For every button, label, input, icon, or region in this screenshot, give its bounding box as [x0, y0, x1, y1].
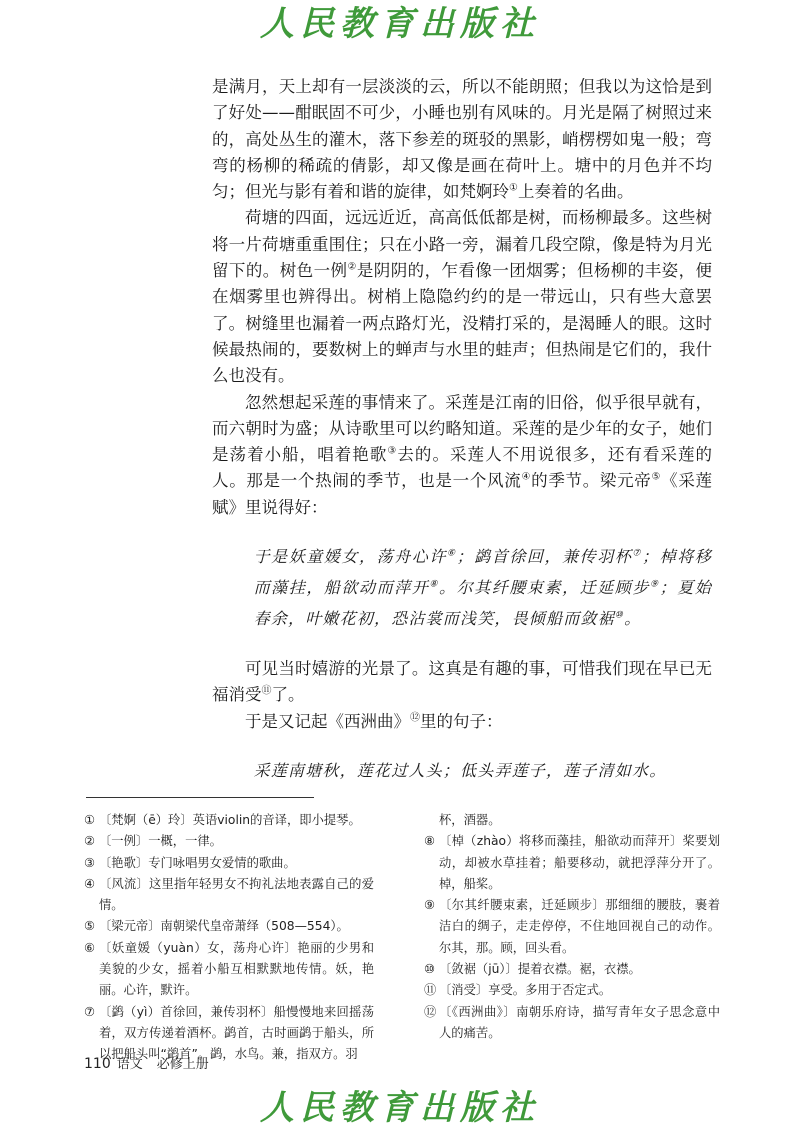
footnote-item: [424, 959, 720, 980]
footnote-text: 〔鹢（yì）首徐回，兼传羽杯〕船慢慢地来回摇荡着，双方传递着酒杯。鹢首，古时画鹢于船头，所以把船头叫“鹢首”。鹢，水鸟。兼，指双方。羽: [99, 1004, 374, 1062]
paragraph: 是满月，天上却有一层淡淡的云，所以不能朗照；但我以为这恰是到了好处——酣眠固不可少，小睡也别有风味的。月光是隔了树照过来的，高处丛生的灌木，落下参差的斑驳的黑影，峭楞楞如鬼一般；弯弯的杨柳的稀疏的倩影，却又像是画在荷叶上。塘中的月色并不均匀；但光与影有着和谐的旋律，如梵婀玲①上奏着的名曲。: [212, 77, 712, 202]
footnote-continuation: 杯，酒器。: [439, 813, 501, 827]
footnote-marker: ③: [387, 445, 398, 457]
footnote-item: [424, 831, 720, 895]
footnote-item: [84, 938, 374, 1002]
footnote-marker: ⑤: [651, 471, 662, 483]
footnotes-right-column: [424, 810, 720, 1044]
footnote-marker: ①: [509, 182, 518, 194]
footnote-text: 〔一例〕一概，一律。: [99, 834, 222, 849]
footnote-item: [424, 895, 720, 959]
page-number: 110: [84, 1056, 111, 1072]
footnote-item: [84, 810, 374, 831]
footnote-text: 〔尔其纤腰束素，迁延顾步〕那细细的腰肢，裹着洁白的绸子，走走停停，不住地回视自己的动作。尔其，那。顾，回头看。: [439, 898, 720, 955]
footnote-number: ⑥: [84, 940, 96, 955]
footnote-number: ①: [84, 813, 96, 827]
footnote-marker: ②: [347, 261, 357, 273]
footnote-number: ⑤: [84, 919, 96, 934]
footnote-item: [84, 874, 374, 917]
footnote-text: 〔风流〕这里指年轻男女不拘礼法地表露自己的爱情。: [99, 876, 374, 913]
footnote-item: [84, 831, 374, 852]
footnote-text: 〔艳歌〕专门咏唱男女爱情的歌曲。: [99, 855, 296, 870]
footnote-divider: [86, 797, 314, 798]
footnote-marker: ⑪: [261, 685, 272, 697]
footnote-number: ⑩: [424, 962, 436, 977]
footnote-text: 〔梁元帝〕南朝梁代皇帝萧绎（508—554）。: [99, 919, 349, 934]
footnote-marker: ⑥: [446, 548, 457, 559]
footnote-text: 〔梵婀（ē）玲〕英语violin的音译，即小提琴。: [99, 813, 361, 827]
footnote-text: 〔《西洲曲》〕南朝乐府诗，描写青年女子思念意中人的痛苦。: [439, 1004, 720, 1040]
paragraph: 可见当时嬉游的光景了。这真是有趣的事，可惜我们现在早已无福消受⑪了。: [212, 659, 712, 705]
footnote-marker: ⑨: [649, 579, 660, 590]
footnote-number: ③: [84, 855, 96, 870]
subject-label: 语文: [116, 1057, 143, 1072]
footnote-marker: ⑫: [410, 712, 420, 724]
footnote-marker: ④: [521, 471, 532, 483]
footnote-number: ⑧: [424, 834, 436, 849]
paragraph: 忽然想起采莲的事情来了。采莲是江南的旧俗，似乎很早就有，而六朝时为盛；从诗歌里可以约略知道。采莲的是少年的女子，她们是荡着小船，唱着艳歌③去的。采莲人不用说很多，还有看采莲的人。那是一个热闹的季节，也是一个风流④的季节。梁元帝⑤《采莲赋》里说得好：: [212, 392, 713, 517]
footnote-number: ④: [84, 876, 96, 891]
quote-block-xizhouqu: 采莲南塘秋，莲花过人头；低头弄莲子，莲子清如水。: [253, 760, 667, 780]
footnote-marker: ⑧: [429, 579, 440, 590]
paragraph: 于是又记起《西洲曲》⑫里的句子：: [245, 711, 503, 731]
footnote-number: ⑪: [424, 983, 437, 998]
main-text: [212, 74, 712, 808]
footnote-number: ⑨: [424, 898, 436, 913]
footnote-text: 〔消受〕享受。多用于否定式。: [439, 983, 612, 998]
footnote-number: ②: [84, 834, 96, 849]
volume-label: 必修上册: [156, 1057, 209, 1072]
footnote-text: 〔棹（zhào）将移而藻挂，船欲动而萍开〕桨要划动，却被水草挂着；船要移动，就把浮萍分开了。棹，船桨。: [439, 834, 720, 891]
paragraph: 荷塘的四面，远远近近，高高低低都是树，而杨柳最多。这些树将一片荷塘重重围住；只在小路一旁，漏着几段空隙，像是特为月光留下的。树色一例②是阴阴的，乍看像一团烟雾；但杨柳的丰姿，便在烟雾里也辨得出。树梢上隐隐约约的是一带远山，只有些大意罢了。树缝里也漏着一两点路灯光，没精打采的，是渴睡人的眼。这时候最热闹的，要数树上的蝉声与水里的蛙声；但热闹是它们的，我什么也没有。: [212, 208, 713, 386]
footnote-item: [424, 1002, 720, 1045]
footnote-text: 〔敛裾（jū）〕提着衣襟。裾，衣襟。: [439, 962, 641, 977]
footnote-marker: ⑦: [632, 548, 643, 559]
footnote-item: [84, 853, 374, 874]
footnote-text: 〔妖童媛（yuàn）女，荡舟心许〕艳丽的少男和美貌的少女，摇着小船互相默默地传情。妖，艳丽。心许，默许。: [99, 940, 374, 998]
publisher-logo-bottom: 人民教育出版社: [260, 1088, 540, 1128]
footnote-marker: ⑩: [614, 610, 625, 621]
footnote-number: ⑫: [424, 1004, 437, 1019]
footnote-item: [84, 916, 374, 937]
page-footer: [84, 1054, 209, 1075]
footnote-item: [424, 980, 720, 1001]
publisher-logo-top: 人民教育出版社: [260, 4, 540, 44]
footnote-number: ⑦: [84, 1004, 96, 1019]
quote-block-cailianfu: 于是妖童媛女，荡舟心许⑥；鹢首徐回，兼传羽杯⑦；棹将移而藻挂，船欲动而萍开⑧。尔其纤腰束素，迁延顾步⑨；夏始春余，叶嫩花初，恐沾裳而浅笑，畏倾船而敛裾⑩。: [253, 547, 712, 629]
footnotes-left-column: [84, 810, 374, 1066]
